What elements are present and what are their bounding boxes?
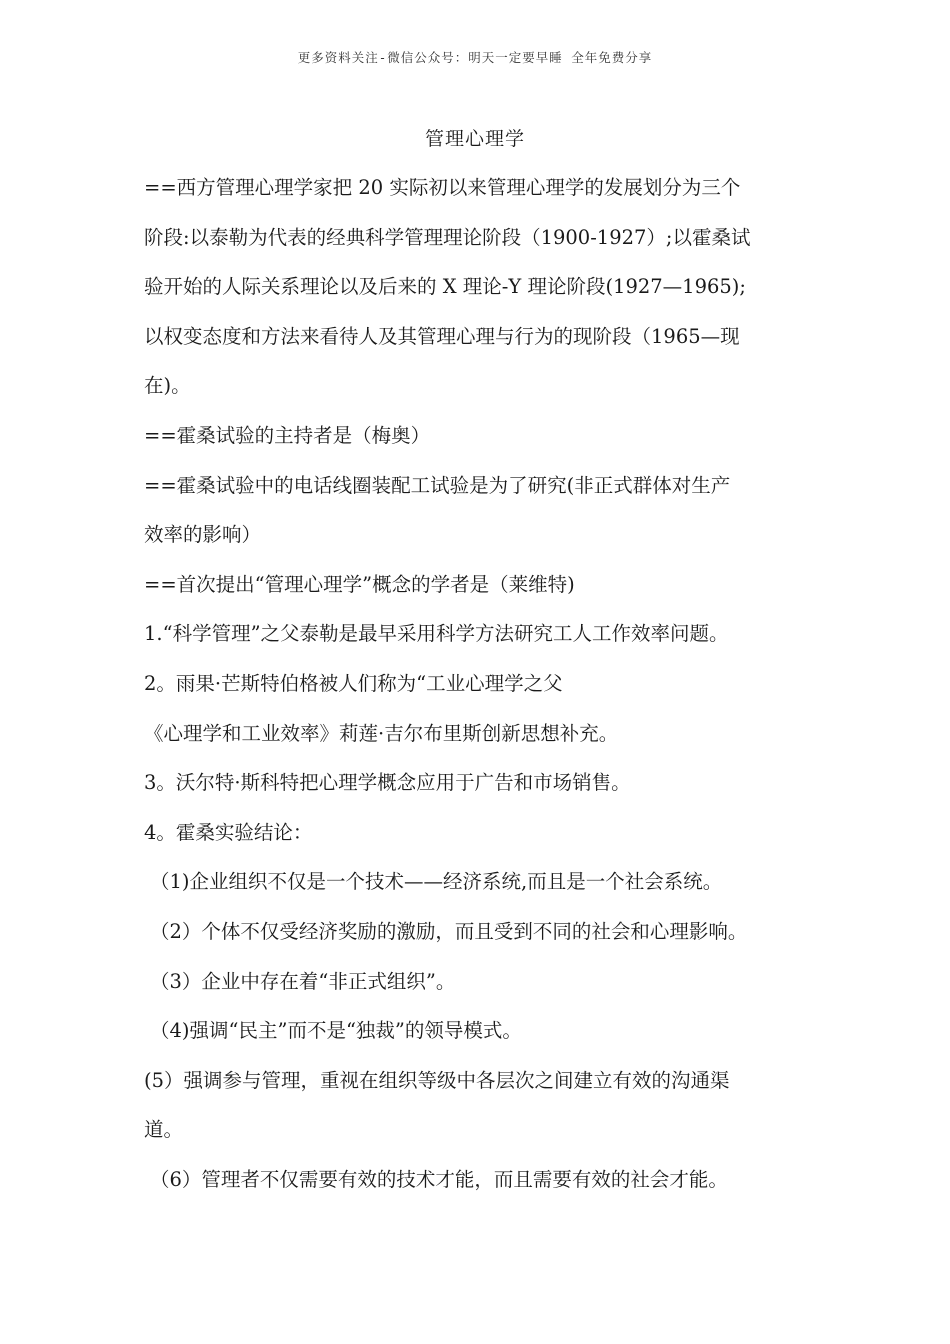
paragraph-line: 道。 <box>144 1118 184 1142</box>
conclusion-item: （2）个体不仅受经济奖励的激励，而且受到不同的社会和心理影响。 <box>150 919 748 943</box>
conclusion-item: （1)企业组织不仅是一个技术——经济系统,而且是一个社会系统。 <box>150 870 723 894</box>
paragraph-line: ==首次提出“管理心理学”概念的学者是（莱维特) <box>144 572 575 596</box>
paragraph-line: 2。雨果·芒斯特伯格被人们称为“工业心理学之父 <box>144 671 563 695</box>
conclusion-item: （3）企业中存在着“非正式组织”。 <box>150 969 456 993</box>
document-title: 管理心理学 <box>424 128 525 150</box>
paragraph-line: ==霍桑试验中的电话线圈装配工试验是为了研究(非正式群体对生产 <box>144 473 731 497</box>
conclusion-item: （6）管理者不仅需要有效的技术才能，而且需要有效的社会才能。 <box>150 1167 728 1191</box>
paragraph-line: 以权变态度和方法来看待人及其管理心理与行为的现阶段（1965—现 <box>144 324 740 348</box>
page-header-notice: 更多资料关注-微信公众号：明天一定要早睡 全年免费分享 <box>297 50 653 65</box>
conclusion-item: (5）强调参与管理，重视在组织等级中各层次之间建立有效的沟通渠 <box>144 1068 730 1092</box>
paragraph-line: 3。沃尔特·斯科特把心理学概念应用于广告和市场销售。 <box>144 771 631 795</box>
paragraph-line: ==西方管理心理学家把 20 实际初以来管理心理学的发展划分为三个 <box>144 176 741 199</box>
paragraph-line: 4。霍桑实验结论： <box>144 820 313 844</box>
paragraph-line: 1.“科学管理”之父泰勒是最早采用科学方法研究工人工作效率问题。 <box>144 622 729 646</box>
paragraph-line: 验开始的人际关系理论以及后来的 X 理论-Y 理论阶段(1927—1965); <box>144 275 746 299</box>
conclusion-item: （4)强调“民主”而不是“独裁”的领导模式。 <box>150 1019 522 1043</box>
paragraph-line: 在)。 <box>144 374 191 398</box>
document-body <box>144 163 814 1204</box>
paragraph-line: ==霍桑试验的主持者是（梅奥） <box>144 423 431 447</box>
paragraph-line: 阶段:以泰勒为代表的经典科学管理理论阶段（1900-1927）;以霍桑试 <box>144 225 751 249</box>
paragraph-line: 效率的影响） <box>144 523 262 547</box>
paragraph-line: 《心理学和工业效率》莉莲·吉尔布里斯创新思想补充。 <box>144 721 619 745</box>
